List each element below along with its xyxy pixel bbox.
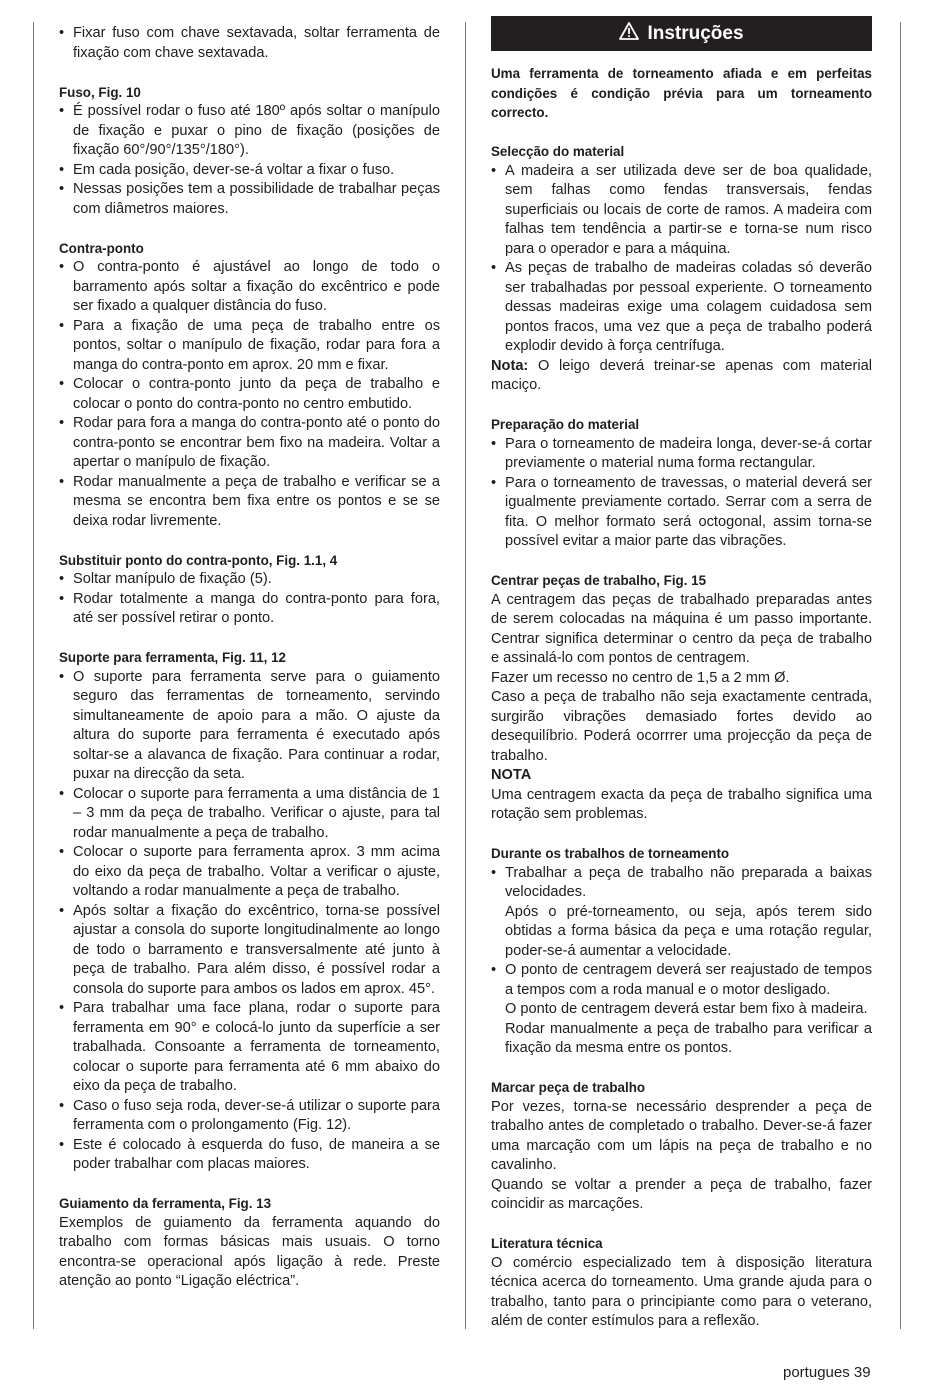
- banner-title: Instruções: [647, 22, 744, 44]
- list-item: • Para o torneamento de travessas, o material deverá ser igualmente previamente cortado. Serrar com a serra de fita. O melhor formato será octogonal, assim torna-se possível evitar a maior parte das vibrações.: [491, 474, 872, 552]
- section-heading: Centrar peças de trabalho, Fig. 15: [491, 573, 707, 588]
- list-item-text: Após o pré-torneamento, ou seja, após terem sido obtidas a forma básica da peça e uma rotação regular, poder-se-á aumentar a velocidade.: [505, 903, 872, 959]
- list-item: • Nessas posições tem a possibilidade de trabalhar peças com diâmetros maiores.: [59, 180, 440, 219]
- list-item: • Caso o fuso seja roda, dever-se-á utilizar o suporte para ferramenta com o prolongamento (Fig. 12).: [59, 1097, 440, 1136]
- intro-list: [59, 24, 440, 63]
- section-heading: Substituir ponto do contra-ponto, Fig. 1.1, 4: [59, 552, 338, 568]
- section-heading: Preparação do material: [491, 417, 640, 432]
- left-column: [59, 24, 440, 1311]
- section-heading: Fuso, Fig. 10: [59, 84, 141, 100]
- section-seleccao: [491, 142, 872, 396]
- section-heading: Selecção do material: [491, 144, 625, 159]
- list-item: • Rodar totalmente a manga do contra-ponto para fora, até ser possível retirar o ponto.: [59, 590, 440, 629]
- list-item-text: Rodar manualmente a peça de trabalho para verificar a fixação da mesma entre os pontos.: [505, 1020, 872, 1056]
- list-item: • Soltar manípulo de fixação (5).: [59, 570, 440, 590]
- paragraph: Quando se voltar a prender a peça de trabalho, fazer coincidir as marcações.: [491, 1176, 872, 1212]
- note-label: Nota:: [491, 357, 529, 374]
- section-marcar: [491, 1078, 872, 1215]
- list-item: • Colocar o contra-ponto junto da peça de trabalho e colocar o ponto do contra-ponto no centro embutido.: [59, 375, 440, 414]
- paragraph: O comércio especializado tem à disposição literatura técnica acerca do torneamento. Uma grande ajuda para o trabalho, tanto para o principiante como para o veterano, além de conter estímulos para a reflexão.: [491, 1254, 872, 1329]
- section-heading: Literatura técnica: [491, 1236, 603, 1251]
- list-item: • Para a fixação de uma peça de trabalho entre os pontos, soltar o manípulo de fixação, rodar para fora a manga do contra-ponto em aprox. 20 mm e fixar.: [59, 317, 440, 376]
- section-heading: Durante os trabalhos de torneamento: [491, 846, 730, 861]
- list-item-text: • Trabalhar a peça de trabalho não preparada a baixas velocidades.: [505, 864, 872, 900]
- instructions-banner: [491, 16, 872, 51]
- list-item: • Após soltar a fixação do excêntrico, torna-se possível ajustar a consola do suporte longitudinalmente ao longo de todo o barramento e transversalmente até junto à peça de trabalho. Para além disso, é possível rodar a consola do suporte para ambos os lados em aprox. 45°.: [59, 902, 440, 1000]
- right-column: [491, 24, 872, 1351]
- list-item: • A madeira a ser utilizada deve ser de boa qualidade, sem falhas como fendas transversais, fendas superficiais ou locais de corte de ramos. A madeira com falhas tem tendência a partir-se e torna-se num risco para o operador e para a máquina.: [491, 162, 872, 260]
- section-heading: Suporte para ferramenta, Fig. 11, 12: [59, 650, 286, 665]
- section-heading: Marcar peça de trabalho: [491, 1080, 646, 1095]
- list-item: • Rodar para fora a manga do contra-ponto até o ponto do contra-ponto se encontrar bem fixo na madeira. Voltar a apertar o manípulo de fixação.: [59, 414, 440, 473]
- nota-label: NOTA: [491, 767, 532, 783]
- list-item: [491, 961, 872, 1059]
- list-item: • As peças de trabalho de madeiras coladas só deverão ser trabalhadas por pessoal experiente. O torneamento dessas madeiras exige uma colagem cuidadosa sem pontos fracos, uma vez que a peça de trabalho poderá explodir devido à força centrífuga.: [491, 259, 872, 357]
- list-item: • Para o torneamento de madeira longa, dever-se-á cortar previamente o material numa forma rectangular.: [491, 435, 872, 474]
- section-fuso: [59, 83, 440, 220]
- list-item: [491, 864, 872, 962]
- note-text: O leigo deverá treinar-se apenas com material maciço.: [491, 357, 872, 393]
- paragraph: Fazer um recesso no centro de 1,5 a 2 mm Ø.: [491, 669, 790, 686]
- section-substituir: [59, 551, 440, 629]
- left-margin-rule: [33, 22, 34, 1329]
- note-paragraph: [491, 357, 872, 396]
- list-item: • O suporte para ferramenta serve para o guiamento seguro das ferramentas de torneamento, servindo simultaneamente de apoio para a mão. O ajuste da altura do suporte para ferramenta é executado após soltar-se a alavanca de fixação. Para continuar a rodar, puxar na direcção da seta.: [59, 668, 440, 785]
- list-item: • Rodar manualmente a peça de trabalho e verificar se a mesma se encontra bem fixa entre os pontos e se se deixa rodar livremente.: [59, 473, 440, 532]
- warning-triangle-icon: [619, 22, 639, 45]
- list-item: • Para trabalhar uma face plana, rodar o suporte para ferramenta em 90° e colocá-lo junto da superfície a ser trabalhada. Consoante a ferramenta de torneamento, colocar o suporte para ferramenta até 6 mm abaixo do eixo da peça de trabalho.: [59, 999, 440, 1097]
- section-literatura: [491, 1234, 872, 1332]
- list-item: • Em cada posição, dever-se-á voltar a fixar o fuso.: [59, 161, 440, 181]
- list-item: • Este é colocado à esquerda do fuso, de maneira a se poder trabalhar com placas maiores.: [59, 1136, 440, 1175]
- list-item-text: • O ponto de centragem deverá ser reajustado de tempos a tempos com a roda manual e o motor desligado.: [505, 962, 872, 998]
- paragraph: Por vezes, torna-se necessário desprender a peça de trabalho antes de completado o trabalho. Dever-se-á fazer uma marcação com um lápis na peça de trabalho e no cavalinho.: [491, 1098, 872, 1173]
- section-contra-ponto: [59, 239, 440, 532]
- list-item: • Colocar o suporte para ferramenta aprox. 3 mm acima do eixo da peça de trabalho. Voltar a verificar o ajuste, voltando a rodar manualmente a peça de trabalho.: [59, 843, 440, 902]
- section-heading: Contra-ponto: [59, 240, 144, 256]
- section-suporte: [59, 648, 440, 1175]
- right-margin-rule: [900, 22, 901, 1329]
- intro-section: [59, 24, 440, 63]
- paragraph: Uma centragem exacta da peça de trabalho significa uma rotação sem problemas.: [491, 786, 872, 822]
- list-item: • Colocar o suporte para ferramenta a uma distância de 1 – 3 mm da peça de trabalho. Verificar o ajuste, para tal rodar manualmente a peça de trabalho.: [59, 785, 440, 844]
- paragraph: A centragem das peças de trabalhado preparadas antes de serem colocadas na máquina é um passo importante. Centrar significa determinar o centro da peça de trabalho e assinalá-lo com pontos de centragem.: [491, 591, 872, 666]
- paragraph: Caso a peça de trabalho não seja exactamente centrada, surgirão vibrações demasiado fortes devido ao desequilíbrio. Poderá ocorrrer uma projecção da peça de trabalho.: [491, 689, 872, 764]
- list-item-text: O ponto de centragem deverá estar bem fixo à madeira.: [505, 1001, 868, 1017]
- section-centrar: [491, 571, 872, 825]
- center-rule: [465, 22, 466, 1329]
- section-guiamento: [59, 1194, 440, 1292]
- section-preparacao: [491, 415, 872, 552]
- list-item: • É possível rodar o fuso até 180º após soltar o manípulo de fixação e puxar o pino de fixação (posições de fixação 60°/90°/135°/180°).: [59, 102, 440, 161]
- paragraph: Exemplos de guiamento da ferramenta aquando do trabalho com formas básicas mais usuais. O torno encontra-se operacional após ligação à rede. Preste atenção ao ponto “Ligação eléctrica”.: [59, 1214, 440, 1289]
- section-heading: Guiamento da ferramenta, Fig. 13: [59, 1196, 272, 1211]
- intro-paragraph: Uma ferramenta de torneamento afiada e em perfeitas condições é condição prévia para um torneamento correcto.: [491, 66, 872, 120]
- list-item: • O contra-ponto é ajustável ao longo de todo o barramento após soltar a fixação do excêntrico e pode ser fixado a qualquer distância do fuso.: [59, 258, 440, 317]
- section-durante: [491, 844, 872, 1059]
- list-item: • Fixar fuso com chave sextavada, soltar ferramenta de fixação com chave sextavada.: [59, 24, 440, 63]
- page-footer: portugues 39: [783, 1364, 871, 1381]
